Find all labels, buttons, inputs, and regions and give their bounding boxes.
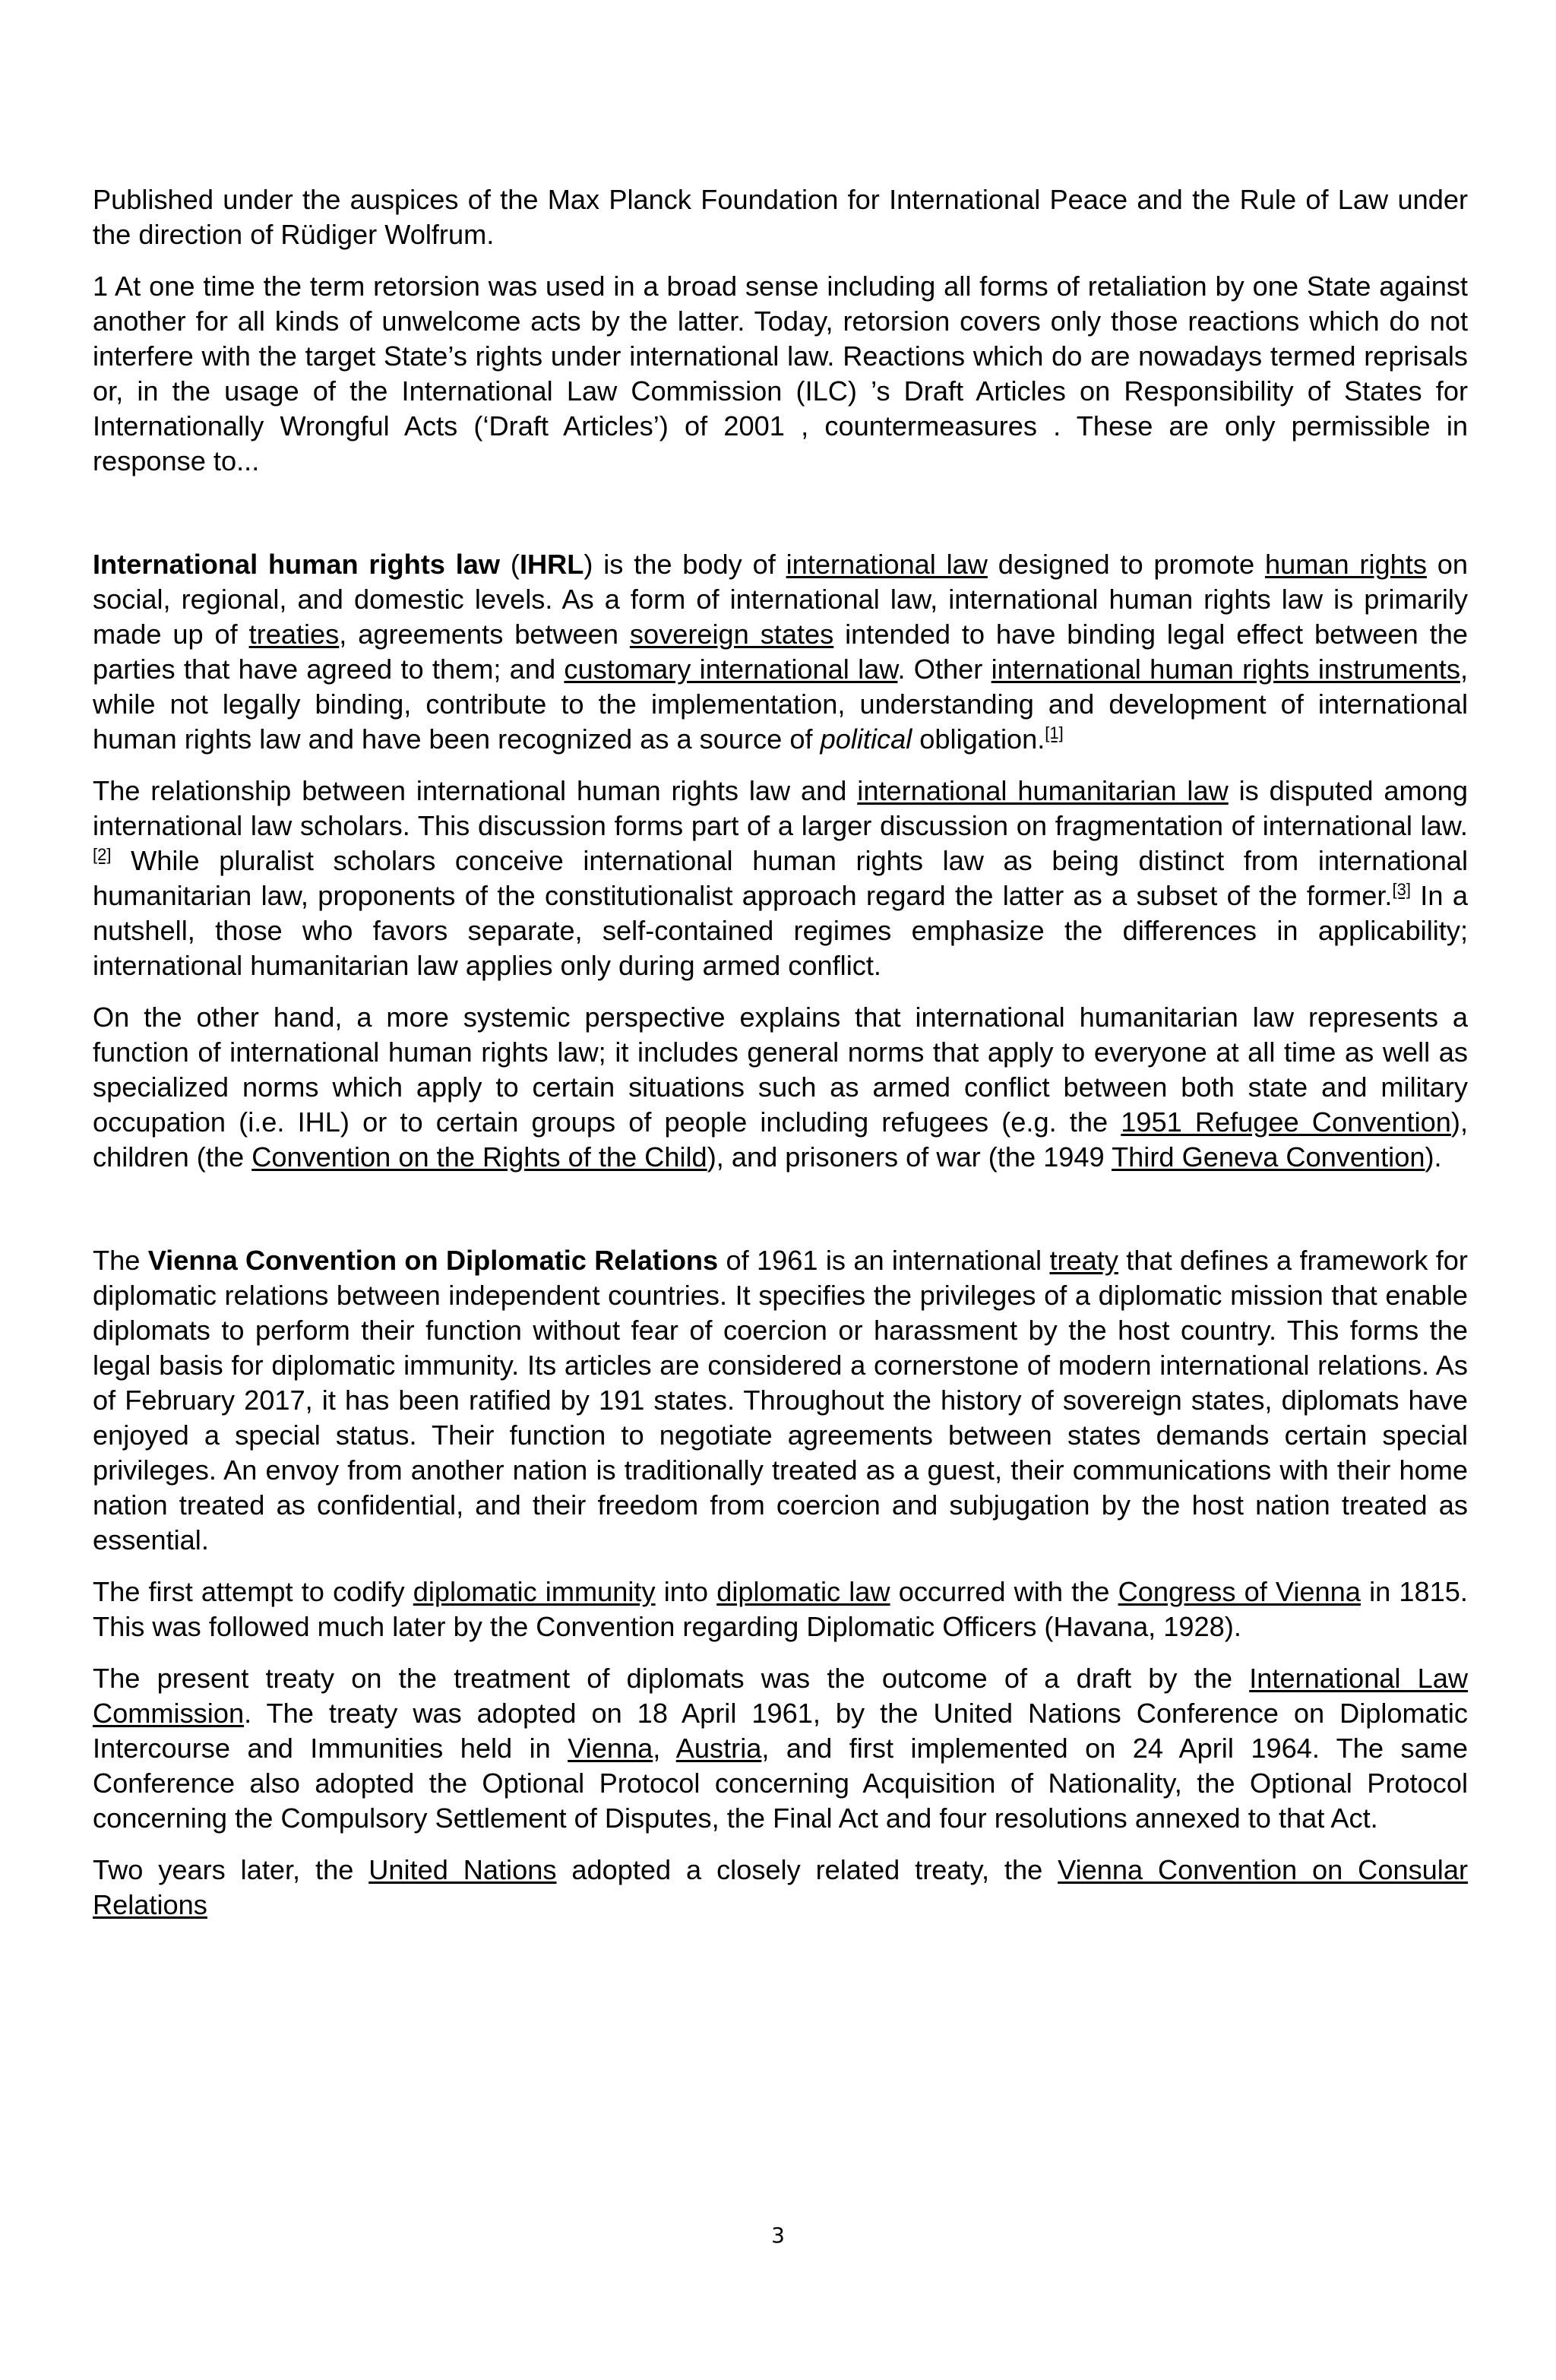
link-austria[interactable]: Austria — [675, 1733, 762, 1764]
footnote-ref-2[interactable]: [2] — [93, 844, 112, 864]
retorsion-paragraph: 1 At one time the term retorsion was used in a broad sense including all forms of retaliation by one State against another for all kinds of unwelcome acts by the latter. Today, retorsion covers only those reactions which do not interfere with the target State’s rights under international law. Reactions which do are nowadays termed reprisals or, in the usage of the International Law Commission (ILC) ’s Draft Articles on Responsibility of States for Internationally Wrongful Acts (‘Draft Articles’) of 2001 , countermeasures . These are only permissible in response to... — [93, 271, 1468, 476]
ihrl-abbr: IHRL — [519, 549, 584, 580]
link-customary-international-law[interactable]: customary international law — [564, 654, 898, 685]
link-international-law[interactable]: international law — [786, 549, 988, 580]
ihrl-term: International human rights law — [93, 549, 501, 580]
page-number: 3 — [771, 2223, 785, 2248]
link-human-rights-instruments[interactable]: international human rights instruments — [991, 654, 1460, 685]
vienna-paragraph-4: Two years later, the United Nations adopted a closely related treaty, the Vienna Convention on Consular Relations — [93, 1854, 1469, 1920]
link-diplomatic-law[interactable]: diplomatic law — [716, 1576, 890, 1607]
emphasis-political: political — [820, 723, 912, 755]
link-united-nations[interactable]: United Nations — [368, 1854, 557, 1885]
ihrl-paragraph-1: International human rights law (IHRL) is the body of international law designed to promote human rights on social, regional, and domestic levels. As a form of international law, international human rights law is primarily made up of treaties, agreements between sovereign states intended to have binding legal effect between the parties that have agreed to them; and customary international law. Other international human rights instruments, while not legally binding, contribute to the implementation, understanding and development of international human rights law and have been recognized as a source of political obligation.[1] — [93, 549, 1468, 755]
document-body — [93, 182, 1468, 1923]
link-treaty[interactable]: treaty — [1049, 1245, 1118, 1276]
link-rights-of-the-child[interactable]: Convention on the Rights of the Child — [251, 1141, 707, 1173]
link-international-law-commission[interactable]: International Law Commission — [93, 1663, 1468, 1729]
vienna-paragraph-3: The present treaty on the treatment of diplomats was the outcome of a draft by the International Law Commission. The treaty was adopted on 18 April 1961, by the United Nations Conference on Diplomatic Intercourse and Immunities held in Vienna, Austria, and first implemented on 24 April 1964. The same Conference also adopted the Optional Protocol concerning Acquisition of Nationality, the Optional Protocol concerning the Compulsory Settlement of Disputes, the Final Act and four resolutions annexed to that Act. — [93, 1663, 1468, 1834]
link-human-rights[interactable]: human rights — [1264, 549, 1427, 580]
link-international-humanitarian-law[interactable]: international humanitarian law — [857, 775, 1229, 806]
vienna-term: Vienna Convention on Diplomatic Relations — [147, 1245, 719, 1276]
vienna-paragraph-2: The first attempt to codify diplomatic immunity into diplomatic law occurred with the Congress of Vienna in 1815. This was followed much later by the Convention regarding Diplomatic Officers (Havana, 1928). — [93, 1576, 1468, 1642]
footnote-ref-3[interactable]: [3] — [1392, 879, 1411, 899]
link-congress-of-vienna[interactable]: Congress of Vienna — [1118, 1576, 1361, 1607]
ihrl-paragraph-2: The relationship between international human rights law and international humanitarian law is disputed among international law scholars. This discussion forms part of a larger discussion on fragmentation of international law.[2] While pluralist scholars conceive international human rights law as being distinct from international humanitarian law, proponents of the constitutionalist approach regard the latter as a subset of the former.[3] In a nutshell, those who favors separate, self-contained regimes emphasize the differences in applicability; international humanitarian law applies only during armed conflict. — [93, 775, 1468, 981]
link-third-geneva-convention[interactable]: Third Geneva Convention — [1112, 1141, 1425, 1173]
link-sovereign-states[interactable]: sovereign states — [629, 619, 834, 650]
link-refugee-convention[interactable]: 1951 Refugee Convention — [1121, 1106, 1451, 1138]
published-note: Published under the auspices of the Max Planck Foundation for International Peace and the Rule of Law under the direction of Rüdiger Wolfrum. — [93, 184, 1468, 250]
footnote-ref-1[interactable]: [1] — [1045, 723, 1064, 742]
vienna-paragraph-1: The Vienna Convention on Diplomatic Relations of 1961 is an international treaty that defines a framework for diplomatic relations between independent countries. It specifies the privileges of a diplomatic mission that enable diplomats to perform their function without fear of coercion or harassment by the host country. This forms the legal basis for diplomatic immunity. Its articles are considered a cornerstone of modern international relations. As of February 2017, it has been ratified by 191 states. Throughout the history of sovereign states, diplomats have enjoyed a special status. Their function to negotiate agreements between states demands certain special privileges. An envoy from another nation is traditionally treated as a guest, their communications with their home nation treated as confidential, and their freedom from coercion and subjugation by the host nation treated as essential. — [93, 1245, 1468, 1556]
ihrl-paragraph-3: On the other hand, a more systemic perspective explains that international humanitarian law represents a function of international human rights law; it includes general norms that apply to everyone at all time as well as specialized norms which apply to certain situations such as armed conflict between both state and military occupation (i.e. IHL) or to certain groups of people including refugees (e.g. the 1951 Refugee Convention), children (the Convention on the Rights of the Child), and prisoners of war (the 1949 Third Geneva Convention). — [93, 1002, 1468, 1173]
link-treaties[interactable]: treaties — [248, 619, 340, 650]
link-vienna-convention-consular-relations[interactable]: Vienna Convention on Consular Relations — [93, 1854, 1469, 1920]
link-vienna[interactable]: Vienna — [568, 1733, 653, 1764]
link-diplomatic-immunity[interactable]: diplomatic immunity — [413, 1576, 656, 1607]
